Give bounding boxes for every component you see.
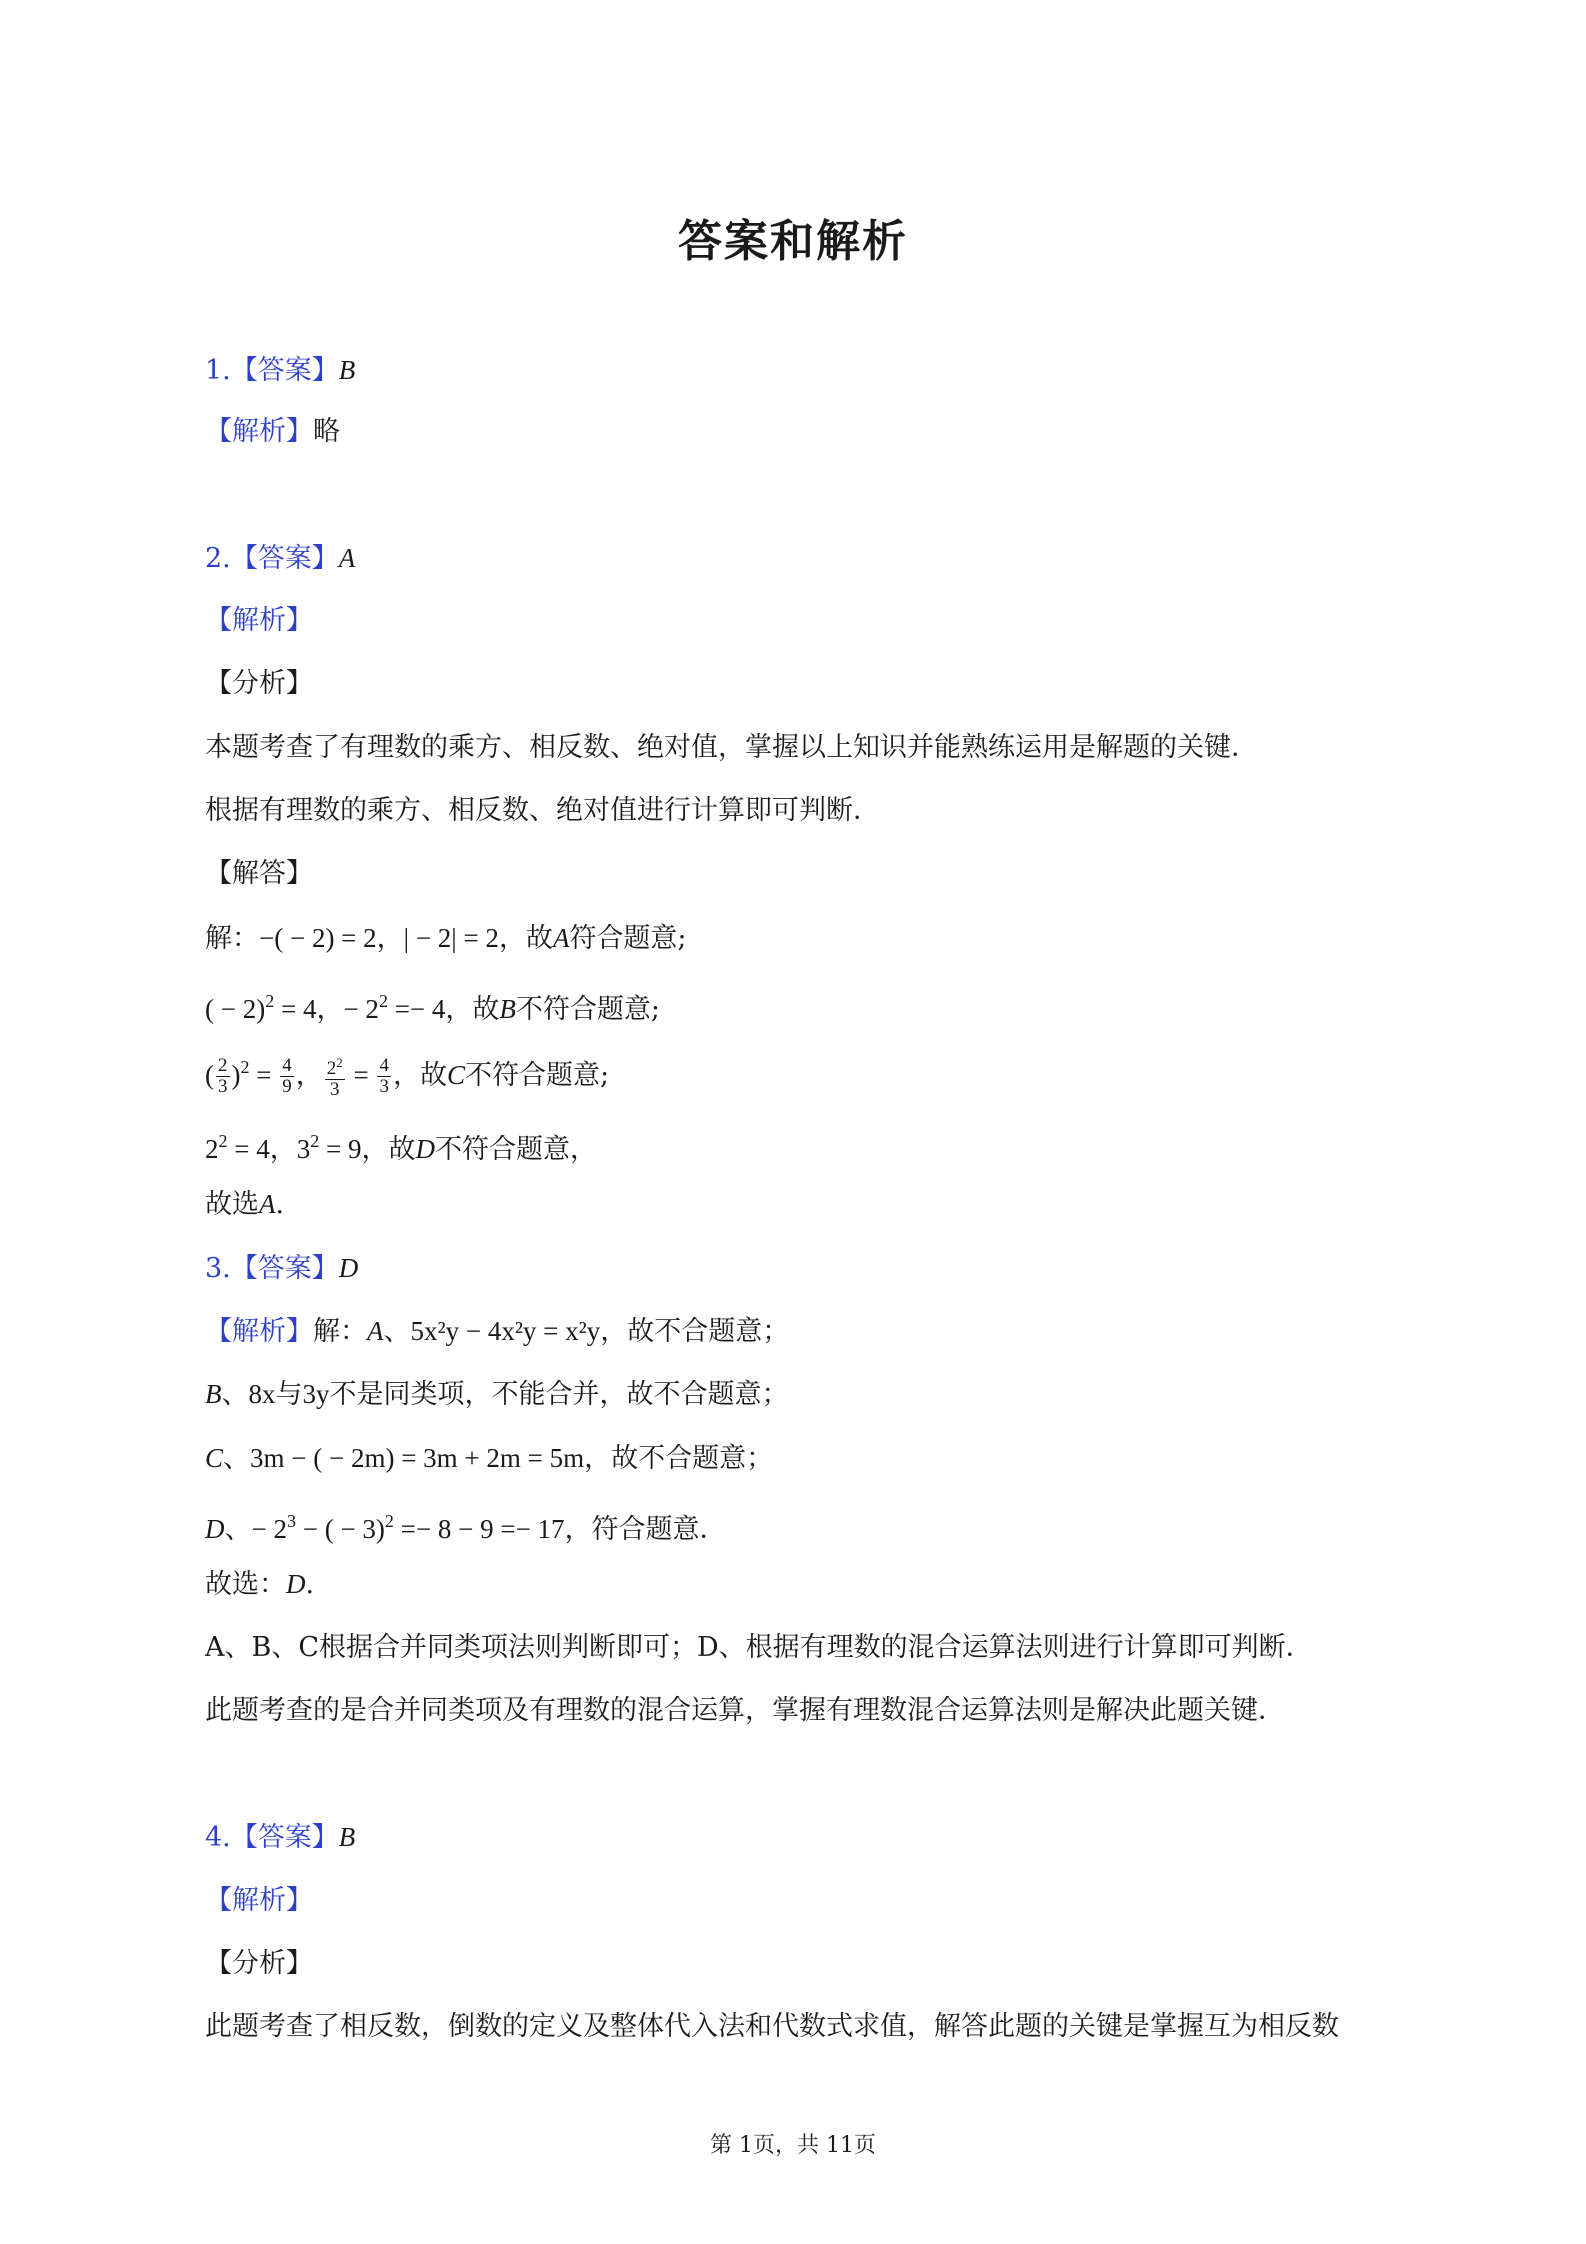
text-segment: ，故 [498, 923, 553, 954]
paren-open: ( [205, 1060, 214, 1090]
exponent: 2 [384, 1511, 394, 1531]
q3-solution-line-3 [205, 1441, 773, 1476]
math-expression: = 9 [319, 1134, 362, 1164]
text-segment: 不是同类项，不能合并，故不合题意； [329, 1379, 789, 1410]
option-variable: B [205, 1379, 222, 1409]
text-segment: . [275, 1189, 285, 1220]
q4-answer-line [205, 1820, 355, 1855]
text-segment: 符合题意; [569, 923, 687, 954]
page-title: 答案和解析 [678, 216, 908, 267]
math-expression: − 2 [251, 1514, 287, 1544]
math-expression: 3m − ( − 2m) = 3m + 2m = 5m [250, 1443, 585, 1473]
q1-number: 1. [205, 355, 231, 386]
fraction-numerator: 2 [218, 1055, 228, 1076]
text-segment: ，故 [445, 994, 500, 1025]
text-segment: ，故 [392, 1060, 447, 1091]
fraction [280, 1056, 294, 1097]
math-expression: −( − 2) = 2，| − 2| = 2 [259, 923, 499, 953]
q3-answer-tag: 【答案】 [230, 1253, 339, 1284]
text-segment: 不符合题意; [464, 1060, 610, 1091]
q2-answer: A [338, 543, 356, 573]
q2-analysis-tag: 【解析】 [205, 605, 313, 636]
separator: 、 [221, 1379, 249, 1410]
math-expression: 5x²y − 4x²y = x²y [410, 1316, 601, 1346]
option-variable: D [205, 1514, 225, 1544]
q2-solution-line-1 [205, 921, 687, 956]
math-expression: ( − 2) [205, 994, 266, 1024]
q4-number: 4. [205, 1822, 231, 1853]
q4-analysis-tag: 【解析】 [205, 1885, 313, 1916]
q4-analysis-tag-line [205, 1884, 313, 1918]
q3-answer-line [205, 1251, 358, 1286]
q4-answer: B [338, 1822, 356, 1852]
option-variable: B [499, 994, 516, 1024]
fraction-denominator: 3 [379, 1076, 389, 1097]
q3-analysis-tag: 【解析】 [205, 1316, 313, 1347]
q2-number: 2. [205, 543, 231, 574]
math-expression: 2 [205, 1134, 219, 1164]
option-variable: A [259, 1189, 276, 1219]
fraction-denominator: 3 [218, 1076, 228, 1097]
math-term: 8x [248, 1379, 276, 1409]
separator: 、 [383, 1316, 411, 1347]
equals-sign: = [346, 1060, 376, 1090]
q2-fenxi-text-2: 根据有理数的乘方、相反数、绝对值进行计算即可判断． [205, 795, 880, 826]
text-segment: 不符合题意， [434, 1134, 597, 1165]
q3-solution-line-2 [205, 1377, 789, 1412]
paren-close: ) [231, 1060, 241, 1090]
text-segment: 故选： [205, 1569, 286, 1600]
q1-analysis-tag: 【解析】 [205, 416, 313, 447]
option-variable: D [415, 1134, 435, 1164]
text-segment: 故选 [205, 1189, 259, 1220]
q3-summary-1: A、B、C根据合并同类项法则判断即可；D、根据有理数的混合运算法则进行计算即可判断． [205, 1632, 1313, 1663]
q1-answer: B [338, 355, 356, 385]
q2-answer-tag: 【答案】 [230, 543, 339, 574]
fraction [377, 1056, 391, 1097]
exponent: 2 [336, 1055, 343, 1070]
q3-number: 3. [205, 1253, 231, 1284]
math-term: 3y [302, 1379, 330, 1409]
text-segment: ，故不合题意； [600, 1316, 790, 1347]
fraction-numerator: 4 [282, 1055, 292, 1076]
q2-fenxi-text-1: 本题考查了有理数的乘方、相反数、绝对值，掌握以上知识并能熟练运用是解题的关键． [205, 732, 1258, 763]
q2-conclusion [205, 1187, 284, 1222]
q3-answer: D [338, 1253, 359, 1283]
text-segment: ，故不合题意； [584, 1443, 774, 1474]
solution-prefix: 解： [205, 923, 259, 954]
fraction-numerator [325, 1053, 345, 1080]
math-expression: =− 4 [387, 994, 446, 1024]
comma: ， [295, 1060, 323, 1091]
option-variable: A [552, 923, 570, 953]
q1-analysis-line [205, 415, 340, 449]
fraction-denominator: 3 [329, 1079, 340, 1100]
option-variable: C [446, 1060, 465, 1090]
option-variable: A [367, 1316, 384, 1346]
text-segment: ，符合题意． [564, 1514, 727, 1545]
q2-fenxi-tag: 【分析】 [205, 668, 313, 699]
separator: 、 [223, 1443, 251, 1474]
base: 2 [326, 1058, 337, 1079]
q3-solution-line-4 [205, 1504, 727, 1547]
exponent: 2 [378, 991, 388, 1011]
q2-analysis-tag-line [205, 604, 313, 638]
exponent: 3 [286, 1511, 296, 1531]
fraction [325, 1053, 345, 1100]
exponent: 2 [265, 991, 275, 1011]
separator: 、 [224, 1514, 252, 1545]
option-variable: C [205, 1443, 224, 1473]
q4-answer-tag: 【答案】 [230, 1822, 339, 1853]
q2-solution-line-4 [205, 1124, 597, 1167]
text-segment: . [305, 1569, 315, 1600]
exponent: 2 [310, 1131, 320, 1151]
exponent: 2 [218, 1131, 228, 1151]
text-segment: 与 [275, 1379, 303, 1410]
fraction [216, 1056, 230, 1097]
math-expression: = 4，3 [227, 1134, 311, 1164]
q1-analysis: 略 [313, 416, 340, 447]
q4-fenxi-text-1: 此题考查了相反数，倒数的定义及整体代入法和代数式求值，解答此题的关键是掌握互为相反数 [205, 2011, 1339, 2042]
math-expression: =− 8 − 9 =− 17 [393, 1514, 565, 1544]
q3-summary-2: 此题考查的是合并同类项及有理数的混合运算，掌握有理数混合运算法则是解决此题关键． [205, 1695, 1285, 1726]
q2-jieda-tag: 【解答】 [205, 858, 313, 889]
text-segment: ，故 [361, 1134, 416, 1165]
equals-sign: = [249, 1060, 279, 1090]
q3-solution-line-1 [205, 1314, 789, 1349]
math-expression: = 4，− 2 [274, 994, 379, 1024]
text-segment: 不符合题意; [515, 994, 661, 1025]
solution-prefix: 解： [313, 1316, 367, 1347]
q2-answer-line [205, 541, 355, 576]
option-variable: D [286, 1569, 306, 1599]
fraction-numerator: 4 [379, 1055, 389, 1076]
q4-fenxi-tag: 【分析】 [205, 1948, 313, 1979]
q3-conclusion [205, 1567, 314, 1602]
q1-answer-line [205, 353, 355, 388]
q2-solution-line-2 [205, 984, 660, 1027]
exponent: 2 [240, 1057, 250, 1077]
q1-answer-tag: 【答案】 [230, 355, 339, 386]
page-footer: 第 1页，共 11页 [710, 2133, 876, 2158]
q2-solution-line-3 [205, 1050, 609, 1100]
fraction-denominator: 9 [282, 1076, 292, 1097]
math-expression: − ( − 3) [295, 1514, 385, 1544]
